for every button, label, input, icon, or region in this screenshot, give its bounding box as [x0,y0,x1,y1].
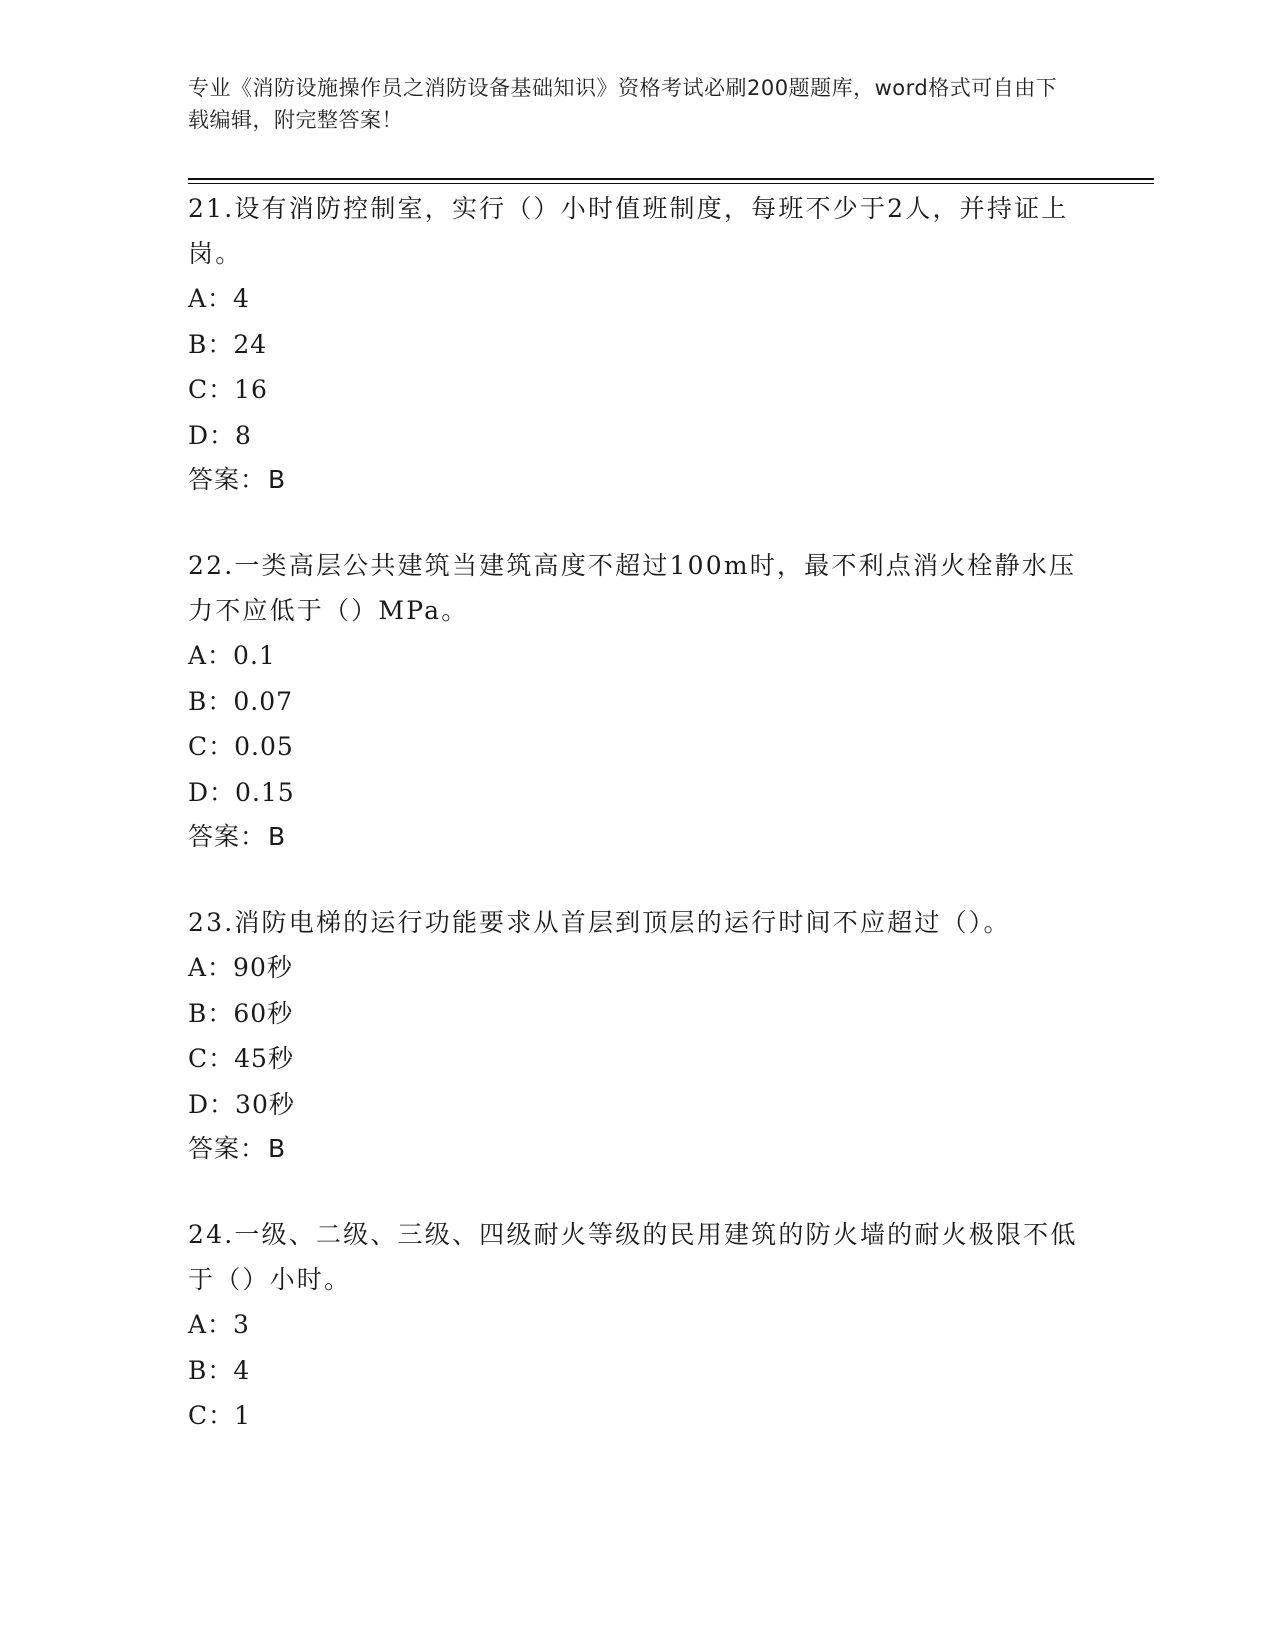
answer-label: 答案： [188,822,267,851]
option-d: D：8 [188,420,252,450]
option-b: B：4 [188,1355,251,1385]
option-b: B：24 [188,329,268,359]
answer-label: 答案： [188,465,267,494]
option-c: C：16 [188,375,268,404]
question-22 [188,543,1088,859]
option-b: B：60秒 [188,998,294,1028]
option-b: B：0.07 [188,686,294,716]
option-d: D：30秒 [188,1089,295,1119]
question-text: 22.一类高层公共建筑当建筑高度不超过100m时，最不利点消火栓静水压力不应低于（）MPa。 [188,551,1077,625]
answer-value: B [268,822,287,851]
answer-line [188,815,1088,859]
question-21 [188,186,1088,502]
question-24 [188,1212,1088,1439]
document-header: 专业《消防设施操作员之消防设备基础知识》资格考试必刷200题题库，word格式可自由下载编辑，附完整答案！ [188,76,1058,132]
question-text: 24.一级、二级、三级、四级耐火等级的民用建筑的防火墙的耐火极限不低于（）小时。 [188,1220,1078,1294]
option-a: A：4 [188,284,250,313]
option-c: C：1 [188,1401,252,1430]
option-a: A：0.1 [188,641,276,670]
answer-value: B [268,465,287,494]
option-a: A：90秒 [188,953,293,982]
option-c: C：0.05 [188,732,294,761]
question-23 [188,900,1088,1171]
option-d: D：0.15 [188,777,295,807]
header-divider-thick [188,178,1154,180]
answer-line [188,458,1088,502]
header-divider-thin [188,183,1154,184]
option-a: A：3 [188,1310,250,1339]
question-text: 21.设有消防控制室，实行（）小时值班制度，每班不少于2人，并持证上岗。 [188,194,1069,268]
option-c: C：45秒 [188,1044,294,1073]
answer-line [188,1127,1088,1171]
answer-label: 答案： [188,1134,267,1163]
question-list [188,186,1088,1439]
answer-value: B [268,1134,287,1163]
question-text: 23.消防电梯的运行功能要求从首层到顶层的运行时间不应超过（）。 [188,908,1011,937]
